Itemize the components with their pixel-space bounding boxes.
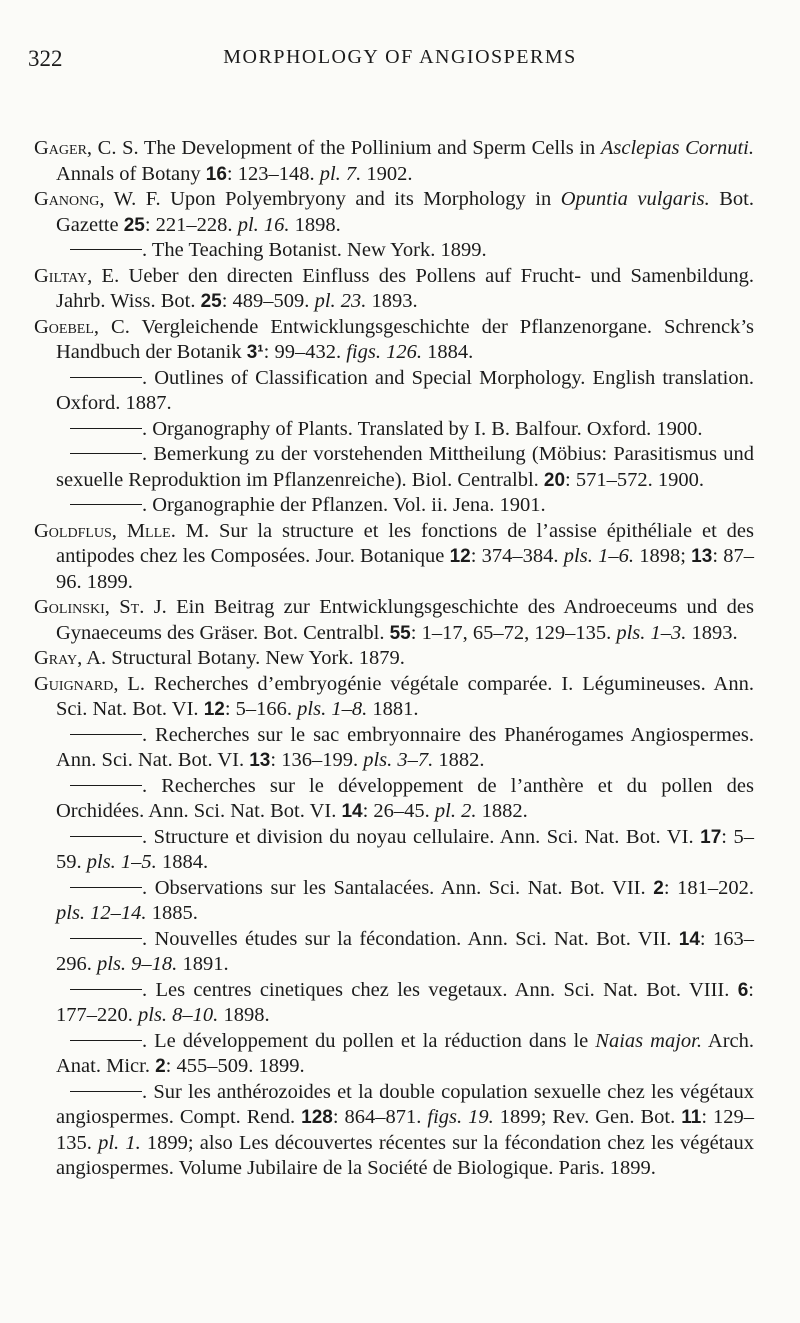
- entry-author: Ganong, W. F.: [34, 188, 161, 210]
- entry-text: : 163–296.: [56, 927, 754, 975]
- entry-volume: 14: [341, 801, 363, 822]
- entry-text: . Le développement du pollen et la réduction dans le: [142, 1029, 596, 1052]
- entry-volume: 17: [700, 826, 722, 848]
- entry-author: Gager, C. S.: [34, 137, 139, 159]
- entry-volume: 14: [678, 928, 700, 950]
- entry-volume: 13: [249, 750, 271, 771]
- entry-text: . Recherches sur le sac embryonnaire des Phanérogames Angiospermes. Ann. Sci. Nat. Bot. VI.: [56, 723, 754, 771]
- bibliography-entry: [56, 238, 754, 264]
- entry-text: . Nouvelles études sur la fécondation. Ann. Sci. Nat. Bot. VII.: [142, 927, 679, 950]
- entry-text: . Observations sur les Santalacées. Ann. Sci. Nat. Bot. VII.: [142, 876, 654, 899]
- entry-author: Goldflus, Mlle. M.: [34, 519, 210, 542]
- entry-text: . Recherches sur le développement de l’anthère et du pollen des Orchidées. Ann. Sci. Nat. Bot. VI.: [56, 774, 754, 822]
- entry-text: . Les centres cinetiques chez les vegetaux. Ann. Sci. Nat. Bot. VIII.: [142, 978, 738, 1001]
- entry-italic: pl. 7.: [319, 162, 362, 185]
- entry-italic: Asclepias Cornuti.: [600, 137, 754, 159]
- entry-volume: 6: [737, 979, 749, 1001]
- bibliography-entry: [56, 978, 754, 1029]
- running-title: MORPHOLOGY OF ANGIOSPERMS: [223, 46, 577, 68]
- bibliography-entry: [34, 136, 754, 187]
- entry-italic: pl. 16.: [237, 213, 290, 236]
- entry-italic: Opuntia vulgaris.: [560, 188, 710, 210]
- entry-volume: 13: [691, 546, 713, 567]
- entry-text: : 26–45.: [362, 800, 435, 822]
- entry-text: : 489–509.: [221, 290, 315, 312]
- bibliography-entry: [34, 264, 755, 315]
- ditto-dash: [70, 504, 142, 505]
- entry-text: : 5–166.: [224, 698, 298, 720]
- ditto-dash: [70, 938, 142, 939]
- page-number: 322: [28, 46, 63, 71]
- entry-text: 1898.: [218, 1004, 270, 1026]
- entry-author: Gray, A.: [34, 647, 107, 669]
- entry-italic: pls. 12–14.: [56, 902, 147, 924]
- entry-volume: 25: [123, 214, 145, 236]
- entry-text: Upon Polyembryony and its Morphology in: [160, 188, 561, 210]
- entry-volume: 55: [389, 622, 411, 644]
- ditto-dash: [70, 1040, 142, 1041]
- ditto-dash: [70, 734, 142, 735]
- entry-text: 1881.: [367, 698, 419, 720]
- entry-text: 1884.: [421, 341, 474, 363]
- entry-text: : 87–96. 1899.: [56, 545, 755, 593]
- entry-italic: pls. 1–8.: [297, 698, 368, 720]
- entry-author: Guignard, L.: [34, 672, 146, 695]
- entry-text: 1899; Rev. Gen. Bot.: [493, 1106, 682, 1128]
- entry-text: 1893.: [686, 621, 738, 644]
- bibliography-entry: [34, 646, 754, 672]
- entry-text: : 177–220.: [56, 978, 754, 1026]
- entry-volume: 12: [449, 546, 471, 567]
- ditto-dash: [70, 785, 142, 786]
- entry-text: Sur la structure et les fonctions de l’assise épithéliale et des antipodes chez les Composées. Jour. Botanique: [56, 519, 754, 567]
- bibliography-entry: [56, 927, 754, 978]
- ditto-dash: [70, 1091, 142, 1092]
- entry-volume: 2: [653, 877, 664, 899]
- entry-text: The Development of the Pollinium and Sperm Cells in: [138, 137, 601, 159]
- entry-volume: 12: [203, 699, 225, 720]
- entry-volume: 16: [205, 163, 227, 185]
- entry-text: Recherches d’embryogénie végétale comparée. I. Légumineuses. Ann. Sci. Nat. Bot. VI.: [56, 672, 754, 720]
- entry-italic: figs. 126.: [346, 341, 422, 363]
- entry-text: 1898;: [633, 545, 692, 567]
- entry-volume: 20: [543, 469, 566, 491]
- entry-text: : 455–509. 1899.: [165, 1055, 305, 1077]
- bibliography-entry: [56, 1029, 754, 1080]
- entry-text: 1885.: [146, 902, 198, 924]
- entry-text: Bot. Gazette: [56, 188, 754, 236]
- entry-volume: 2: [155, 1056, 166, 1077]
- entry-text: . Bemerkung zu der vorstehenden Mittheilung (Möbius: Parasitismus und sexuelle Reproduktion im Pflanzenreiche). Biol. Centralbl.: [56, 443, 754, 491]
- entry-text: Ueber den directen Einfluss des Pollens auf Frucht- und Samenbildung. Jahrb. Wiss. Bot.: [56, 264, 755, 312]
- entry-italic: pls. 1–6.: [563, 545, 634, 567]
- entry-text: 1884.: [156, 851, 209, 873]
- ditto-dash: [70, 377, 142, 378]
- ditto-dash: [70, 836, 142, 837]
- entry-text: Vergleichende Entwicklungsgeschichte der Pflanzenorgane. Schrenck’s Handbuch der Botanik: [56, 315, 754, 363]
- entry-text: . Organography of Plants. Translated by I. B. Balfour. Oxford. 1900.: [142, 417, 703, 440]
- bibliography-entry: [56, 442, 754, 493]
- bibliography-entry: [56, 876, 754, 927]
- entry-text: Annals of Botany: [56, 162, 206, 185]
- entry-author: Golinski, St. J.: [34, 596, 167, 618]
- entry-author: Giltay, E.: [34, 264, 120, 287]
- bibliography-entry: [56, 1080, 754, 1182]
- bibliography-entry: [56, 417, 754, 443]
- entry-volume: 11: [681, 1107, 702, 1128]
- entry-text: : 5–59.: [56, 825, 755, 873]
- entry-text: . Structure et division du noyau cellulaire. Ann. Sci. Nat. Bot. VI.: [142, 825, 701, 848]
- entry-text: 1882.: [476, 800, 528, 822]
- entry-volume: 128: [301, 1107, 333, 1128]
- entry-text: : 221–228.: [144, 213, 238, 236]
- entry-author: Goebel, C.: [34, 315, 130, 338]
- entry-italic: pls. 3–7.: [363, 749, 434, 771]
- bibliography-list: [0, 136, 800, 1182]
- entry-text: 1882.: [433, 749, 485, 771]
- ditto-dash: [70, 428, 142, 429]
- entry-text: : 99–432.: [263, 341, 347, 363]
- entry-text: . Organographie der Pflanzen. Vol. ii. Jena. 1901.: [142, 494, 546, 516]
- bibliography-entry: [56, 825, 754, 876]
- entry-italic: pl. 2.: [434, 800, 477, 822]
- ditto-dash: [70, 989, 142, 990]
- entry-text: Structural Botany. New York. 1879.: [106, 647, 405, 669]
- entry-text: : 1–17, 65–72, 129–135.: [410, 621, 617, 644]
- ditto-dash: [70, 453, 142, 454]
- entry-italic: pl. 1.: [98, 1131, 141, 1154]
- entry-text: 1899; also Les découvertes récentes sur la fécondation chez les végétaux angiospermes. Volume Jubilaire de la Société de Biologique. Paris. 1899.: [56, 1131, 754, 1179]
- entry-italic: pls. 9–18.: [97, 953, 178, 975]
- entry-italic: pls. 1–5.: [86, 851, 157, 873]
- entry-text: . Sur les anthérozoides et la double copulation sexuelle chez les végétaux angiospermes. Compt. Rend.: [56, 1080, 754, 1128]
- bibliography-entry: [56, 493, 754, 519]
- entry-text: : 571–572. 1900.: [565, 468, 704, 491]
- page-header: [28, 46, 772, 76]
- bibliography-entry: [34, 595, 754, 646]
- entry-text: . The Teaching Botanist. New York. 1899.: [142, 239, 487, 261]
- entry-text: : 374–384.: [470, 545, 564, 567]
- bibliography-entry: [56, 774, 754, 825]
- entry-text: 1891.: [177, 953, 229, 975]
- entry-italic: figs. 19.: [427, 1106, 494, 1128]
- entry-italic: pls. 8–10.: [138, 1004, 219, 1026]
- bibliography-entry: [56, 723, 754, 774]
- entry-italic: Naias major.: [595, 1029, 702, 1052]
- bibliography-entry: [34, 519, 755, 596]
- entry-text: : 181–202.: [663, 876, 754, 899]
- entry-text: 1902.: [361, 162, 413, 185]
- bibliography-entry: [34, 187, 754, 238]
- bibliography-entry: [34, 672, 754, 723]
- bibliography-entry: [56, 366, 754, 417]
- ditto-dash: [70, 249, 142, 250]
- entry-volume: 3¹: [246, 342, 264, 363]
- entry-text: 1898.: [289, 213, 341, 236]
- entry-text: : 136–199.: [270, 749, 364, 771]
- bibliography-entry: [34, 315, 754, 366]
- entry-text: . Outlines of Classification and Special Morphology. English translation. Oxford. 1887.: [56, 366, 754, 414]
- entry-volume: 25: [200, 291, 222, 312]
- entry-italic: pl. 23.: [314, 290, 367, 312]
- ditto-dash: [70, 887, 142, 888]
- entry-italic: pls. 1–3.: [616, 621, 687, 644]
- entry-text: Arch. Anat. Micr.: [56, 1029, 754, 1077]
- entry-text: 1893.: [366, 290, 418, 312]
- entry-text: Ein Beitrag zur Entwicklungsgeschichte des Androeceums und des Gynaeceums des Gräser. Bot. Centralbl.: [56, 596, 754, 644]
- entry-text: : 123–148.: [226, 162, 320, 185]
- entry-text: : 864–871.: [332, 1106, 428, 1128]
- entry-text: : 129–135.: [56, 1106, 754, 1154]
